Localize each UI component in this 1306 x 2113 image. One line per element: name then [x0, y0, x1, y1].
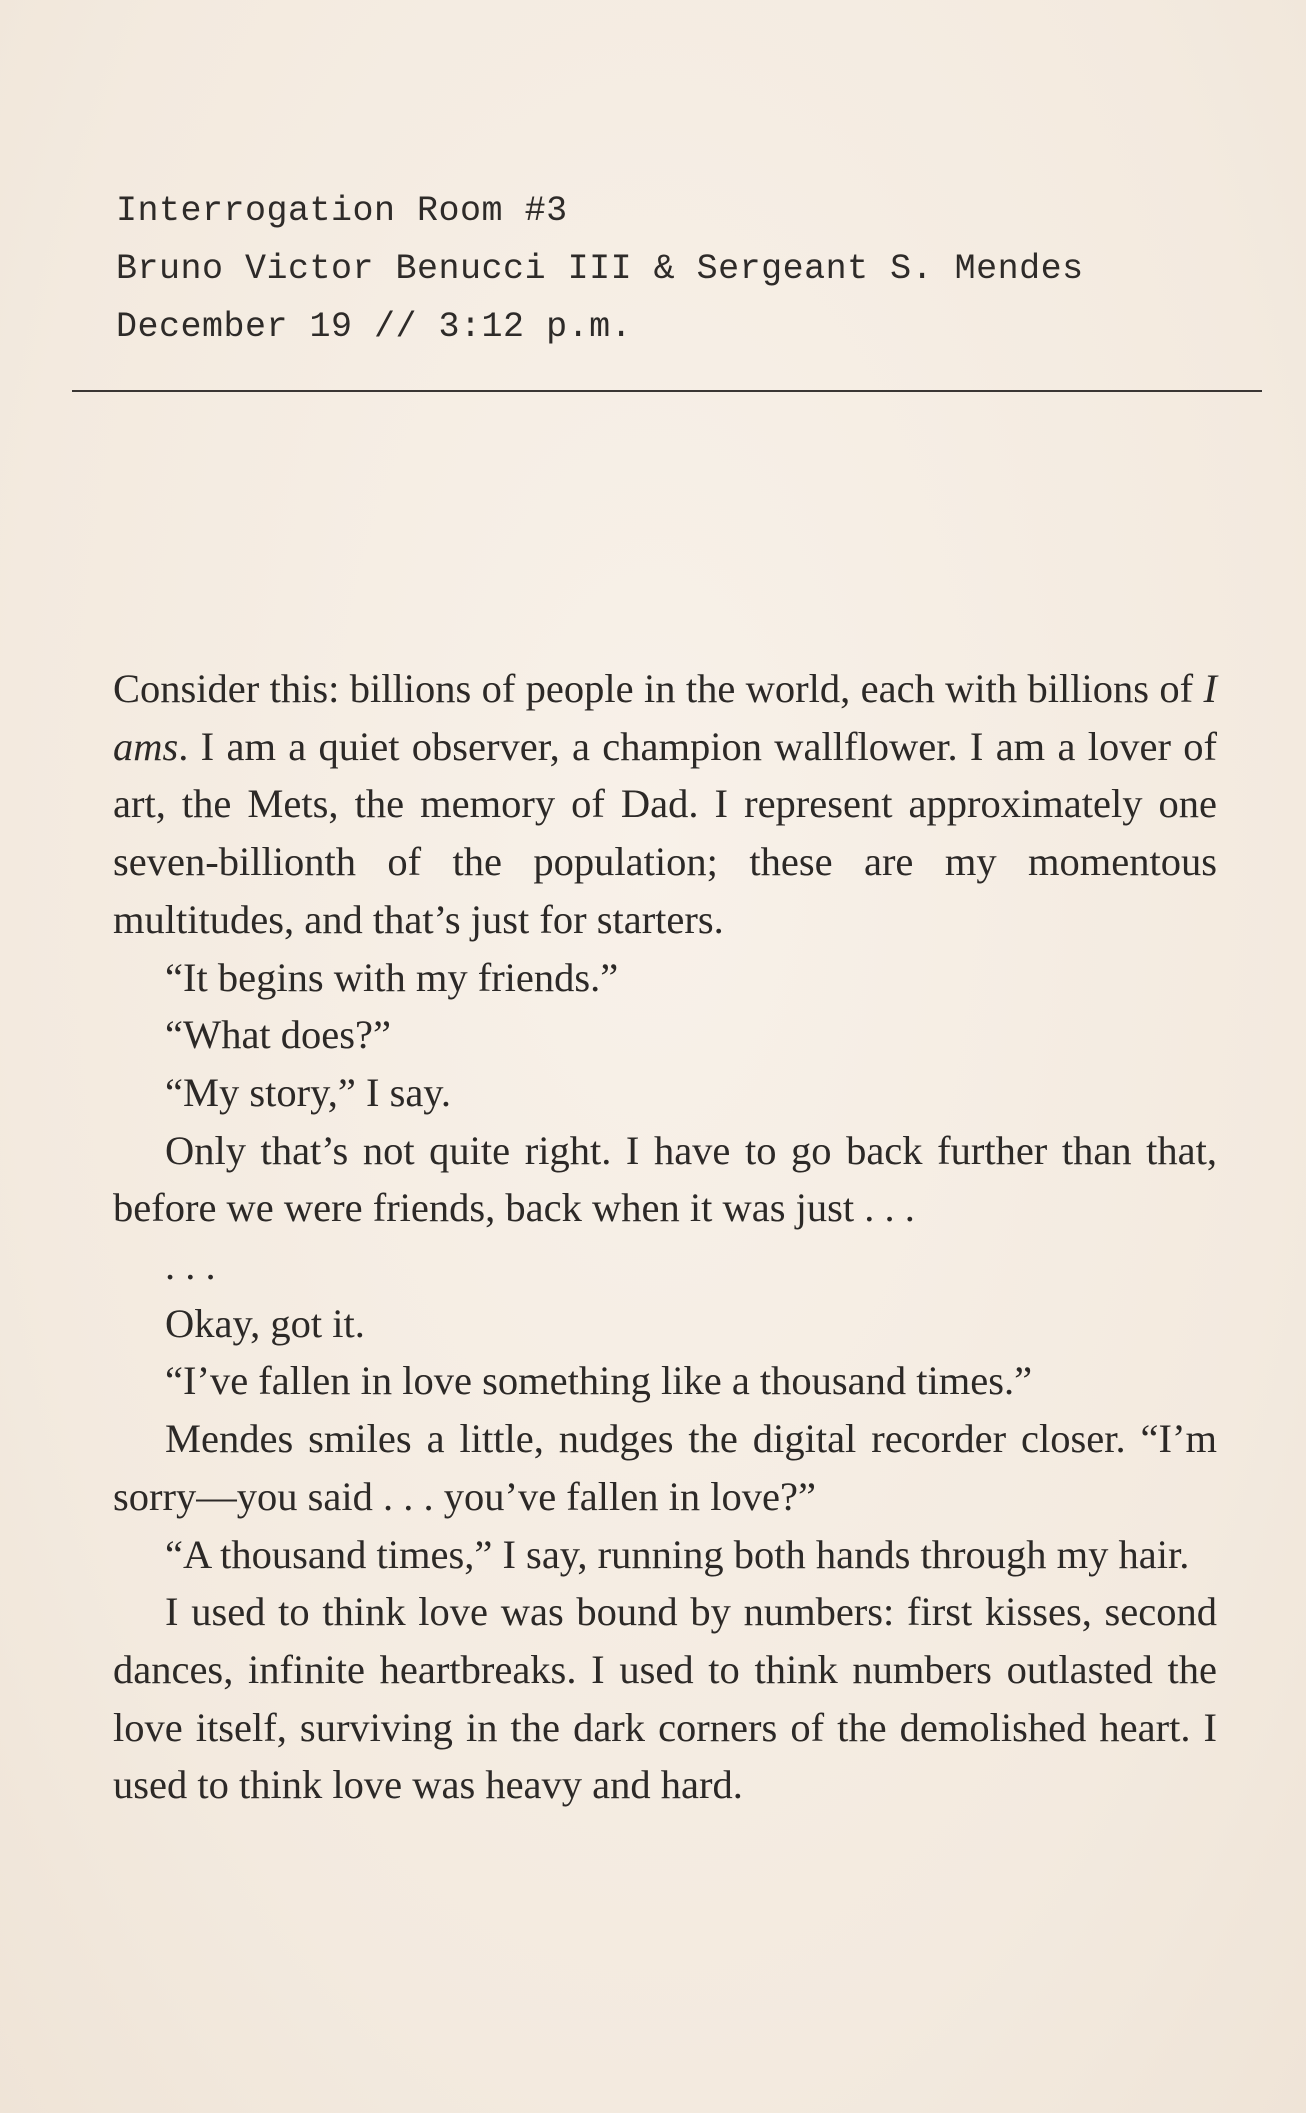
- paragraph: “My story,” I say.: [165, 1069, 452, 1115]
- paragraph: “It begins with my friends.”: [165, 954, 619, 1000]
- paragraph: “What does?”: [165, 1012, 391, 1058]
- participants-line: Bruno Victor Benucci III & Sergeant S. Mendes: [116, 249, 1084, 289]
- datetime-line: December 19 // 3:12 p.m.: [116, 307, 633, 347]
- paragraph: [113, 660, 1217, 949]
- chapter-header: [116, 182, 1084, 356]
- body-text: [113, 660, 1217, 1814]
- p1-start: Consider this: billions of people in the world, each with billions of: [113, 666, 1204, 711]
- paragraph: I used to think love was bound by numbers: first kisses, second dances, infinite heartbreaks. I used to think numbers outlasted the love itself, surviving in the dark corners of the demolished heart. I used to think love was heavy and hard.: [113, 1589, 1217, 1808]
- paragraph: Okay, got it.: [165, 1300, 365, 1346]
- header-divider: [72, 390, 1262, 392]
- paragraph: Mendes smiles a little, nudges the digital recorder closer. “I’m sorry—you said . . . you’ve fallen in love?”: [113, 1416, 1217, 1519]
- p1-end: . I am a quiet observer, a champion wallflower. I am a lover of art, the Mets, the memory of Dad. I represent approximately one seven-billionth of the population; these are my momentous multitudes, and that’s just for starters.: [113, 723, 1217, 942]
- paragraph: Only that’s not quite right. I have to go back further than that, before we were friends, back when it was just . . .: [113, 1127, 1217, 1231]
- p1-italic: I ams: [113, 666, 1217, 769]
- room-heading: Interrogation Room #3: [116, 191, 568, 231]
- paragraph: . . .: [165, 1243, 216, 1289]
- paragraph: “I’ve fallen in love something like a thousand times.”: [165, 1358, 1033, 1404]
- paragraph: “A thousand times,” I say, running both hands through my hair.: [165, 1531, 1190, 1577]
